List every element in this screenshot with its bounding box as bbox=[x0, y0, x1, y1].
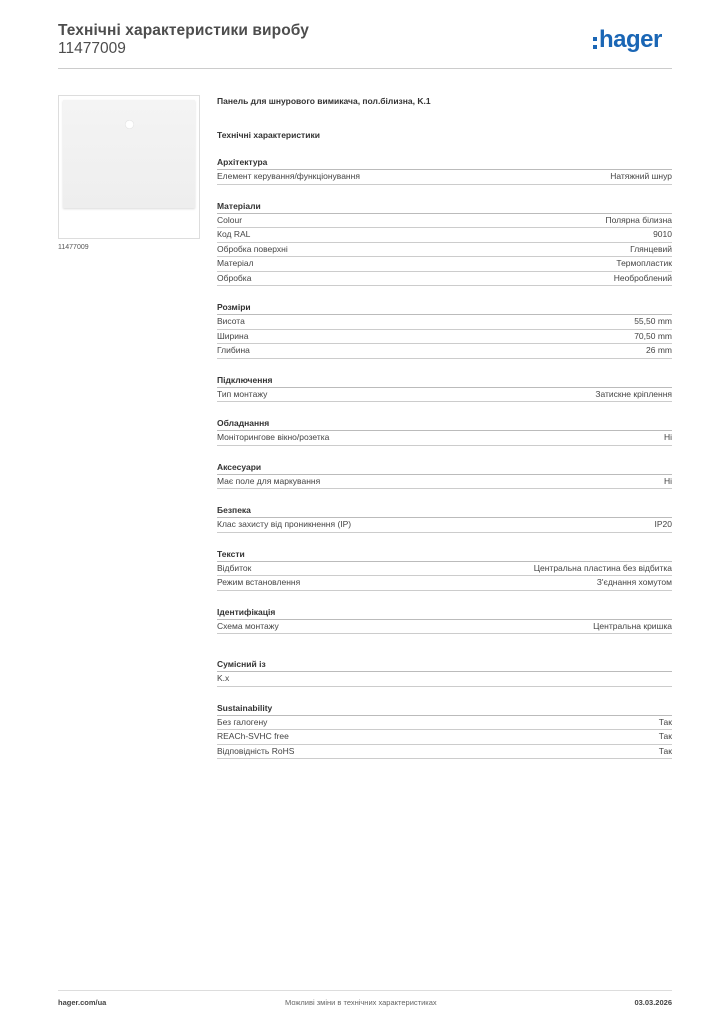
spec-section bbox=[217, 658, 672, 687]
spec-value: Необроблений bbox=[613, 272, 672, 283]
spec-label: REACh-SVHC free bbox=[217, 731, 289, 741]
spec-label: Глибина bbox=[217, 345, 250, 355]
page-title: Технічні характеристики виробу bbox=[58, 22, 309, 39]
spec-row bbox=[217, 257, 672, 272]
spec-row bbox=[217, 730, 672, 745]
spec-value: Глянцевий bbox=[630, 243, 672, 254]
section-title: Sustainability bbox=[217, 702, 672, 716]
spec-label: Тип монтажу bbox=[217, 388, 268, 399]
spec-value: Затискне кріплення bbox=[595, 388, 672, 399]
section-title: Тексти bbox=[217, 548, 672, 562]
spec-content bbox=[217, 95, 672, 759]
spec-value: 26 mm bbox=[646, 345, 672, 355]
spec-label: Клас захисту від проникнення (IP) bbox=[217, 519, 352, 529]
spec-value: 55,50 mm bbox=[634, 316, 672, 326]
cord-hole-illustration bbox=[125, 120, 134, 129]
spec-section bbox=[217, 200, 672, 287]
image-caption: 11477009 bbox=[58, 244, 89, 251]
spec-value: Центральна пластина без відбитка bbox=[533, 562, 672, 573]
spec-label: Висота bbox=[217, 316, 245, 326]
section-title: Ідентифікація bbox=[217, 606, 672, 620]
spec-label: Має поле для маркування bbox=[217, 475, 321, 486]
spec-value: Так bbox=[658, 716, 672, 727]
section-title: Матеріали bbox=[217, 200, 672, 214]
spec-value: Так bbox=[658, 745, 672, 756]
section-title: Безпека bbox=[217, 504, 672, 518]
spec-label: Відповідність RoHS bbox=[217, 745, 295, 756]
spec-value: Ні bbox=[663, 475, 672, 486]
spec-section bbox=[217, 374, 672, 403]
specs-heading: Технічні характеристики bbox=[217, 130, 320, 140]
spec-row bbox=[217, 272, 672, 287]
spec-label: Моніторингове вікно/розетка bbox=[217, 432, 330, 442]
spec-section bbox=[217, 301, 672, 359]
panel-illustration bbox=[63, 100, 195, 208]
spec-section bbox=[217, 504, 672, 533]
spec-section bbox=[217, 156, 672, 185]
spec-section bbox=[217, 548, 672, 591]
spec-row bbox=[217, 315, 672, 330]
spec-row bbox=[217, 576, 672, 591]
spec-label: Ширина bbox=[217, 330, 249, 341]
section-title: Обладнання bbox=[217, 417, 672, 431]
spec-row bbox=[217, 170, 672, 185]
section-title: Аксесуари bbox=[217, 461, 672, 475]
spec-row bbox=[217, 228, 672, 243]
product-image bbox=[58, 95, 200, 239]
spec-value: Так bbox=[658, 731, 672, 741]
spec-section bbox=[217, 461, 672, 490]
spec-value: Полярна білизна bbox=[605, 214, 672, 225]
footer-website-link[interactable]: hager.com/ua bbox=[58, 998, 107, 1007]
spec-value: Натяжний шнур bbox=[610, 171, 672, 181]
spec-value: Термопластик bbox=[616, 258, 672, 268]
product-title: Панель для шнурового вимикача, пол.білизна, K.1 bbox=[217, 96, 431, 106]
logo-dots-icon bbox=[593, 37, 597, 49]
spec-label: Матеріал bbox=[217, 258, 254, 268]
spec-value: Ні bbox=[663, 432, 672, 442]
spec-row bbox=[217, 518, 672, 533]
spec-label: Обробка поверхні bbox=[217, 243, 288, 254]
spec-section bbox=[217, 702, 672, 760]
section-title: Сумісний із bbox=[217, 658, 672, 672]
spec-label: Код RAL bbox=[217, 229, 251, 239]
section-title: Підключення bbox=[217, 374, 672, 388]
footer-notice: Можливі зміни в технічних характеристиках bbox=[285, 998, 437, 1007]
section-title: Архітектура bbox=[217, 156, 672, 170]
spec-label: Режим встановлення bbox=[217, 577, 301, 587]
spec-row bbox=[217, 672, 672, 687]
spec-label: Colour bbox=[217, 214, 243, 225]
spec-row bbox=[217, 214, 672, 229]
spec-value: 9010 bbox=[653, 229, 672, 239]
spec-row bbox=[217, 243, 672, 258]
spec-row bbox=[217, 431, 672, 446]
spec-row bbox=[217, 388, 672, 403]
spec-row bbox=[217, 475, 672, 490]
spec-value: 70,50 mm bbox=[634, 330, 672, 341]
spec-label: Схема монтажу bbox=[217, 620, 279, 631]
spec-label: Обробка bbox=[217, 272, 252, 283]
spec-row bbox=[217, 562, 672, 577]
footer-date: 03.03.2026 bbox=[634, 998, 672, 1007]
spec-section bbox=[217, 606, 672, 635]
spec-label: K.x bbox=[217, 673, 230, 683]
spec-label: Відбиток bbox=[217, 562, 252, 573]
spec-value: IP20 bbox=[654, 519, 672, 529]
spec-value: Центральна кришка bbox=[593, 620, 672, 631]
spec-label: Без галогену bbox=[217, 716, 268, 727]
section-title: Розміри bbox=[217, 301, 672, 315]
spec-row bbox=[217, 330, 672, 345]
product-code: 11477009 bbox=[58, 40, 126, 57]
spec-section bbox=[217, 417, 672, 446]
spec-row bbox=[217, 716, 672, 731]
hager-logo[interactable] bbox=[593, 28, 677, 58]
header-divider bbox=[58, 68, 672, 69]
spec-value: З'єднання хомутом bbox=[596, 577, 672, 587]
spec-label: Елемент керування/функціонування bbox=[217, 171, 360, 181]
logo-wordmark: hager bbox=[599, 26, 662, 53]
spec-row bbox=[217, 344, 672, 359]
spec-row bbox=[217, 745, 672, 760]
spec-row bbox=[217, 620, 672, 635]
spec-sections bbox=[217, 156, 672, 759]
footer-divider bbox=[58, 990, 672, 991]
